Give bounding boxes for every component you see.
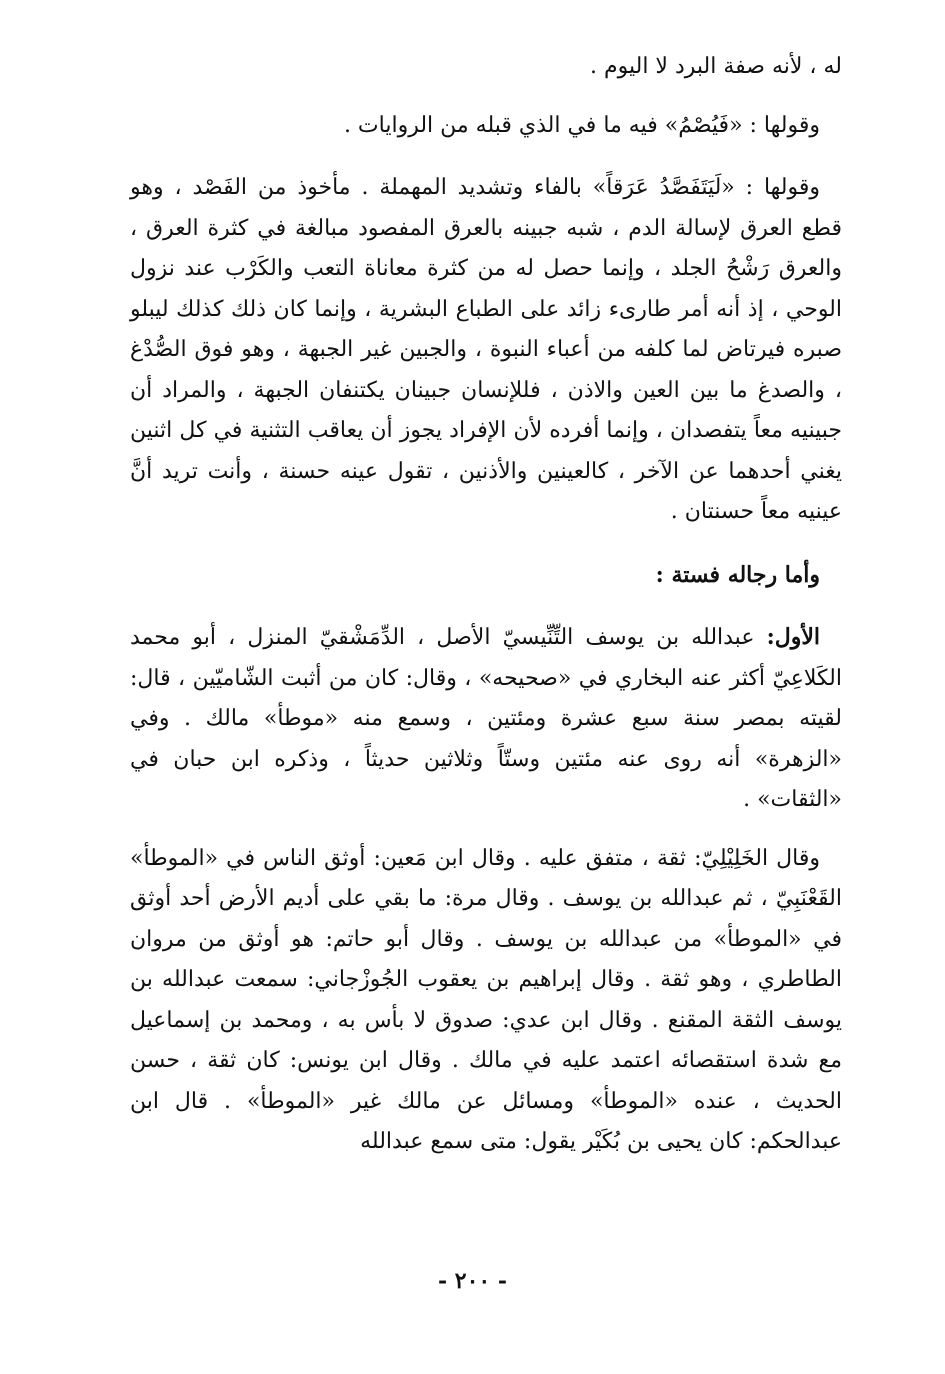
body-text [130, 47, 842, 1163]
page-number: - ٢٠٠ - [437, 1268, 508, 1294]
paragraph-continuation: له ، لأنه صفة البرد لا اليوم . [590, 54, 842, 79]
paragraph-khalili: وقال الخَلِيْلِيّ: ثقة ، متفق عليه . وقال ابن مَعين: أوثق الناس في «الموطأ» القَعْنَبِيّ ، ثم عبدالله بن يوسف . وقال مرة: ما بقي على أديم الأرض أحد أوثق في «الموطأ» من عبدالله بن يوسف . وقال أبو حاتم: هو أوثق من مروان الطاطري ، وهو ثقة . وقال إبراهيم بن يعقوب الجُوزْجاني: سمعت عبدالله بن يوسف الثقة المقنع . وقال ابن عدي: صدوق لا بأس به ، ومحمد بن إسماعيل مع شدة استقصائه اعتمد عليه في مالك . وقال ابن يونس: كان ثقة ، حسن الحديث ، عنده «الموطأ» ومسائل عن مالك غير «الموطأ» . قال ابن عبدالحكم: كان يحيى بن بُكَيْر يقول: متى سمع عبدالله [130, 845, 842, 1154]
first-label: الأول: [766, 624, 820, 650]
section-heading-narrators: وأما رجاله فستة : [655, 561, 820, 588]
paragraph-fayusm: وقولها : «فَيُصْمُ» فيه ما في الذي قبله من الروايات . [343, 112, 820, 138]
first-narrator-text: عبدالله بن يوسف التِّنِّيسيّ الأصل ، الدِّمَشْقيّ المنزل ، أبو محمد الكَلاعِيّ أكثر عنه البخاري في «صحيحه» ، وقال: كان من أثبت الشّاميّين ، قال: لقيته بمصر سنة سبع عشرة ومئتين ، وسمع منه «موطأ» مالك . وفي «الزهرة» أنه روى عنه مئتين وستّاً وثلاثين حديثاً ، وذكره ابن حبان في «الثقات» . [130, 625, 842, 812]
paragraph-yatafassad: وقولها : «لَيَتَفَصَّدُ عَرَقاً» بالفاء وتشديد المهملة . مأخوذ من الفَصْد ، وهو قطع العرق لإسالة الدم ، شبه جبينه بالعرق المفصود مبالغة في كثرة العرق ، والعرق رَشْحُ الجلد ، وإنما حصل له من كثرة معاناة التعب والكَرْب عند نزول الوحي ، إذ أنه أمر طارىء زائد على الطباع البشرية ، وإنما كان ذلك كذلك ليبلو صبره فيرتاض لما كلفه من أعباء النبوة ، والجبين غير الجبهة ، وهو فوق الصُّدْغ ، والصدغ ما بين العين والاذن ، فللإنسان جبينان يكتنفان الجبهة ، والمراد أن جبينيه معاً يتفصدان ، وإنما أفرده لأن الإفراد يجوز أن يعاقب التثنية في كل اثنين يغني أحدهما عن الآخر ، كالعينين والأذنين ، تقول عينه حسنة ، وأنت تريد أنَّ عينيه معاً حسنتان . [130, 175, 843, 524]
paragraph-first-narrator [130, 617, 842, 821]
